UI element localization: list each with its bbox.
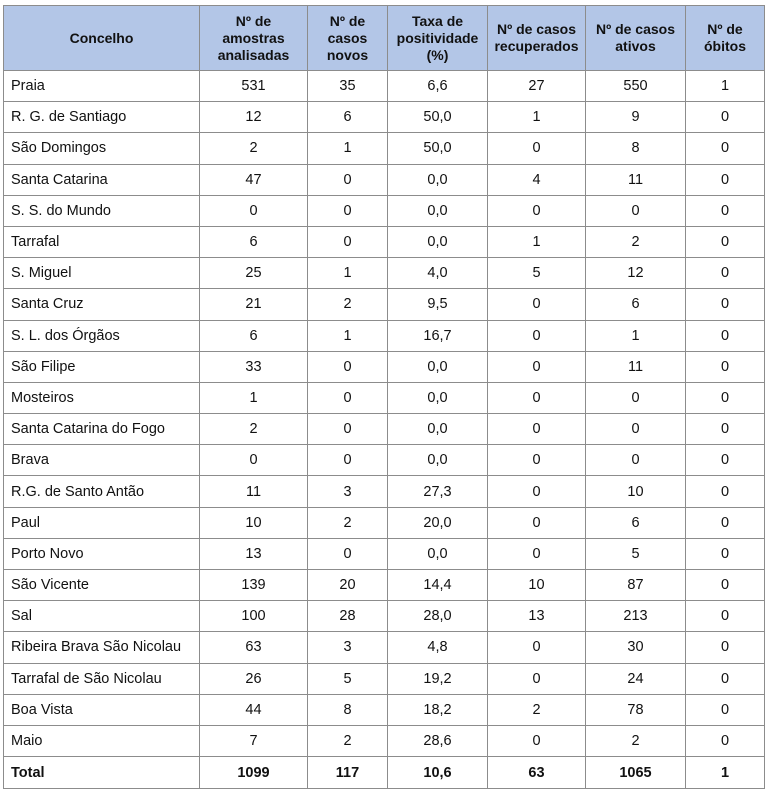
cell-municipality: Boa Vista (4, 694, 200, 725)
cell-active-cases: 6 (586, 289, 686, 320)
table-row (4, 320, 765, 351)
cell-municipality: Sal (4, 601, 200, 632)
cell-new-cases: 0 (308, 445, 388, 476)
cell-positivity-rate: 6,6 (388, 71, 488, 102)
cell-recovered-cases: 1 (488, 102, 586, 133)
cell-new-cases: 1 (308, 258, 388, 289)
cell-positivity-rate: 0,0 (388, 538, 488, 569)
cell-deaths: 0 (686, 320, 765, 351)
cell-recovered-cases: 0 (488, 351, 586, 382)
cell-deaths: 1 (686, 71, 765, 102)
cell-recovered-cases: 0 (488, 538, 586, 569)
cell-positivity-rate: 0,0 (388, 226, 488, 257)
cell-recovered-cases: 0 (488, 663, 586, 694)
cell-deaths: 0 (686, 195, 765, 226)
cell-positivity-rate: 50,0 (388, 102, 488, 133)
cell-positivity-rate: 4,8 (388, 632, 488, 663)
table-row (4, 102, 765, 133)
cell-new-cases: 5 (308, 663, 388, 694)
cell-municipality: S. S. do Mundo (4, 195, 200, 226)
cell-active-cases: 30 (586, 632, 686, 663)
cell-positivity-rate: 14,4 (388, 570, 488, 601)
cell-deaths: 0 (686, 476, 765, 507)
cell-positivity-rate: 0,0 (388, 382, 488, 413)
cell-municipality: Mosteiros (4, 382, 200, 413)
cell-new-cases: 6 (308, 102, 388, 133)
cell-new-cases: 0 (308, 226, 388, 257)
cell-new-cases: 3 (308, 632, 388, 663)
cell-new-cases: 0 (308, 414, 388, 445)
header-recovered-cases: Nº de casos recuperados (488, 6, 586, 71)
cell-samples-analyzed: 6 (200, 226, 308, 257)
cell-new-cases: 20 (308, 570, 388, 601)
cell-active-cases: 6 (586, 507, 686, 538)
table-row (4, 538, 765, 569)
cell-recovered-cases: 0 (488, 289, 586, 320)
cell-samples-analyzed: 12 (200, 102, 308, 133)
cell-new-cases: 3 (308, 476, 388, 507)
cell-deaths: 0 (686, 632, 765, 663)
cell-active-cases: 0 (586, 445, 686, 476)
table-row (4, 632, 765, 663)
cell-samples-analyzed: 2 (200, 133, 308, 164)
cell-new-cases: 8 (308, 694, 388, 725)
table-row (4, 445, 765, 476)
cell-recovered-cases: 0 (488, 414, 586, 445)
cell-samples-analyzed: 33 (200, 351, 308, 382)
cell-positivity-rate: 28,0 (388, 601, 488, 632)
cell-recovered-cases: 5 (488, 258, 586, 289)
cell-recovered-cases: 0 (488, 382, 586, 413)
cell-deaths: 0 (686, 226, 765, 257)
header-active-cases: Nº de casos ativos (586, 6, 686, 71)
cell-active-cases: 12 (586, 258, 686, 289)
cell-active-cases: 0 (586, 414, 686, 445)
cell-positivity-rate: 20,0 (388, 507, 488, 538)
cell-recovered-cases: 0 (488, 476, 586, 507)
cell-samples-analyzed: 0 (200, 195, 308, 226)
cell-municipality: São Domingos (4, 133, 200, 164)
cell-recovered-cases: 0 (488, 725, 586, 756)
cell-active-cases: 87 (586, 570, 686, 601)
table-row (4, 601, 765, 632)
cell-recovered-cases: 0 (488, 507, 586, 538)
table-row (4, 71, 765, 102)
cell-municipality: Tarrafal de São Nicolau (4, 663, 200, 694)
cell-municipality: Santa Catarina (4, 164, 200, 195)
table-row (4, 414, 765, 445)
cell-new-cases: 0 (308, 351, 388, 382)
table-header-row (4, 6, 765, 71)
total-positivity-rate: 10,6 (388, 757, 488, 789)
cell-municipality: São Filipe (4, 351, 200, 382)
table-row (4, 507, 765, 538)
cell-municipality: S. L. dos Órgãos (4, 320, 200, 351)
cell-samples-analyzed: 1 (200, 382, 308, 413)
cell-active-cases: 0 (586, 195, 686, 226)
table-row (4, 226, 765, 257)
table-row (4, 725, 765, 756)
cell-recovered-cases: 0 (488, 445, 586, 476)
cell-active-cases: 1 (586, 320, 686, 351)
cell-new-cases: 35 (308, 71, 388, 102)
total-municipality: Total (4, 757, 200, 789)
cell-recovered-cases: 0 (488, 632, 586, 663)
cell-municipality: Santa Cruz (4, 289, 200, 320)
cell-deaths: 0 (686, 725, 765, 756)
cell-deaths: 0 (686, 164, 765, 195)
cell-municipality: Paul (4, 507, 200, 538)
cell-deaths: 0 (686, 570, 765, 601)
cell-positivity-rate: 0,0 (388, 195, 488, 226)
cell-recovered-cases: 2 (488, 694, 586, 725)
cell-municipality: Tarrafal (4, 226, 200, 257)
cell-new-cases: 2 (308, 289, 388, 320)
header-new-cases: Nº de casos novos (308, 6, 388, 71)
cell-samples-analyzed: 100 (200, 601, 308, 632)
total-deaths: 1 (686, 757, 765, 789)
table-row (4, 663, 765, 694)
header-samples-analyzed: Nº de amostras analisadas (200, 6, 308, 71)
cell-samples-analyzed: 63 (200, 632, 308, 663)
cell-municipality: São Vicente (4, 570, 200, 601)
cell-samples-analyzed: 139 (200, 570, 308, 601)
cell-recovered-cases: 10 (488, 570, 586, 601)
cell-deaths: 0 (686, 289, 765, 320)
cell-recovered-cases: 4 (488, 164, 586, 195)
cell-positivity-rate: 28,6 (388, 725, 488, 756)
cell-deaths: 0 (686, 382, 765, 413)
cell-recovered-cases: 0 (488, 195, 586, 226)
cell-positivity-rate: 4,0 (388, 258, 488, 289)
cell-samples-analyzed: 44 (200, 694, 308, 725)
cell-positivity-rate: 9,5 (388, 289, 488, 320)
cell-active-cases: 5 (586, 538, 686, 569)
cell-samples-analyzed: 47 (200, 164, 308, 195)
cell-recovered-cases: 1 (488, 226, 586, 257)
cell-active-cases: 0 (586, 382, 686, 413)
table-row (4, 694, 765, 725)
cell-recovered-cases: 13 (488, 601, 586, 632)
cell-deaths: 0 (686, 601, 765, 632)
cell-new-cases: 0 (308, 538, 388, 569)
cell-samples-analyzed: 11 (200, 476, 308, 507)
cell-active-cases: 213 (586, 601, 686, 632)
cell-new-cases: 28 (308, 601, 388, 632)
cell-municipality: Maio (4, 725, 200, 756)
cell-positivity-rate: 0,0 (388, 445, 488, 476)
cases-by-municipality-table (3, 5, 765, 789)
table-row (4, 133, 765, 164)
header-positivity-rate: Taxa de positividade (%) (388, 6, 488, 71)
table-row (4, 258, 765, 289)
cell-active-cases: 9 (586, 102, 686, 133)
cell-recovered-cases: 0 (488, 133, 586, 164)
cell-samples-analyzed: 10 (200, 507, 308, 538)
table-row (4, 382, 765, 413)
cell-positivity-rate: 16,7 (388, 320, 488, 351)
cell-active-cases: 8 (586, 133, 686, 164)
cell-new-cases: 0 (308, 382, 388, 413)
table-row (4, 570, 765, 601)
table-row (4, 289, 765, 320)
cell-positivity-rate: 0,0 (388, 414, 488, 445)
cell-new-cases: 0 (308, 195, 388, 226)
cell-samples-analyzed: 6 (200, 320, 308, 351)
cell-deaths: 0 (686, 414, 765, 445)
table-row (4, 476, 765, 507)
cell-deaths: 0 (686, 445, 765, 476)
cell-samples-analyzed: 13 (200, 538, 308, 569)
cell-municipality: S. Miguel (4, 258, 200, 289)
cell-deaths: 0 (686, 538, 765, 569)
cell-positivity-rate: 27,3 (388, 476, 488, 507)
cell-active-cases: 11 (586, 351, 686, 382)
total-samples-analyzed: 1099 (200, 757, 308, 789)
cell-deaths: 0 (686, 351, 765, 382)
cell-samples-analyzed: 531 (200, 71, 308, 102)
cell-deaths: 0 (686, 133, 765, 164)
cell-deaths: 0 (686, 663, 765, 694)
total-row (4, 757, 765, 789)
cell-new-cases: 1 (308, 320, 388, 351)
cell-active-cases: 11 (586, 164, 686, 195)
table-row (4, 195, 765, 226)
cell-municipality: R.G. de Santo Antão (4, 476, 200, 507)
cell-municipality: Ribeira Brava São Nicolau (4, 632, 200, 663)
table-row (4, 351, 765, 382)
cell-samples-analyzed: 26 (200, 663, 308, 694)
header-deaths: Nº de óbitos (686, 6, 765, 71)
cell-active-cases: 10 (586, 476, 686, 507)
table-row (4, 164, 765, 195)
cell-positivity-rate: 18,2 (388, 694, 488, 725)
cell-samples-analyzed: 7 (200, 725, 308, 756)
cell-deaths: 0 (686, 507, 765, 538)
cases-table-container (3, 5, 765, 789)
cell-active-cases: 78 (586, 694, 686, 725)
cell-deaths: 0 (686, 258, 765, 289)
cell-positivity-rate: 19,2 (388, 663, 488, 694)
cell-samples-analyzed: 21 (200, 289, 308, 320)
cell-positivity-rate: 50,0 (388, 133, 488, 164)
cell-municipality: Santa Catarina do Fogo (4, 414, 200, 445)
cell-active-cases: 2 (586, 226, 686, 257)
cell-samples-analyzed: 25 (200, 258, 308, 289)
cell-positivity-rate: 0,0 (388, 351, 488, 382)
cell-deaths: 0 (686, 102, 765, 133)
cell-recovered-cases: 27 (488, 71, 586, 102)
cell-active-cases: 550 (586, 71, 686, 102)
cell-municipality: Brava (4, 445, 200, 476)
cell-positivity-rate: 0,0 (388, 164, 488, 195)
header-municipality: Concelho (4, 6, 200, 71)
cell-samples-analyzed: 2 (200, 414, 308, 445)
total-new-cases: 117 (308, 757, 388, 789)
cell-new-cases: 2 (308, 725, 388, 756)
cell-municipality: Praia (4, 71, 200, 102)
cell-active-cases: 24 (586, 663, 686, 694)
cell-active-cases: 2 (586, 725, 686, 756)
table-body (4, 71, 765, 789)
cell-samples-analyzed: 0 (200, 445, 308, 476)
cell-new-cases: 0 (308, 164, 388, 195)
cell-municipality: R. G. de Santiago (4, 102, 200, 133)
cell-new-cases: 2 (308, 507, 388, 538)
cell-recovered-cases: 0 (488, 320, 586, 351)
cell-deaths: 0 (686, 694, 765, 725)
total-recovered-cases: 63 (488, 757, 586, 789)
cell-new-cases: 1 (308, 133, 388, 164)
total-active-cases: 1065 (586, 757, 686, 789)
cell-municipality: Porto Novo (4, 538, 200, 569)
